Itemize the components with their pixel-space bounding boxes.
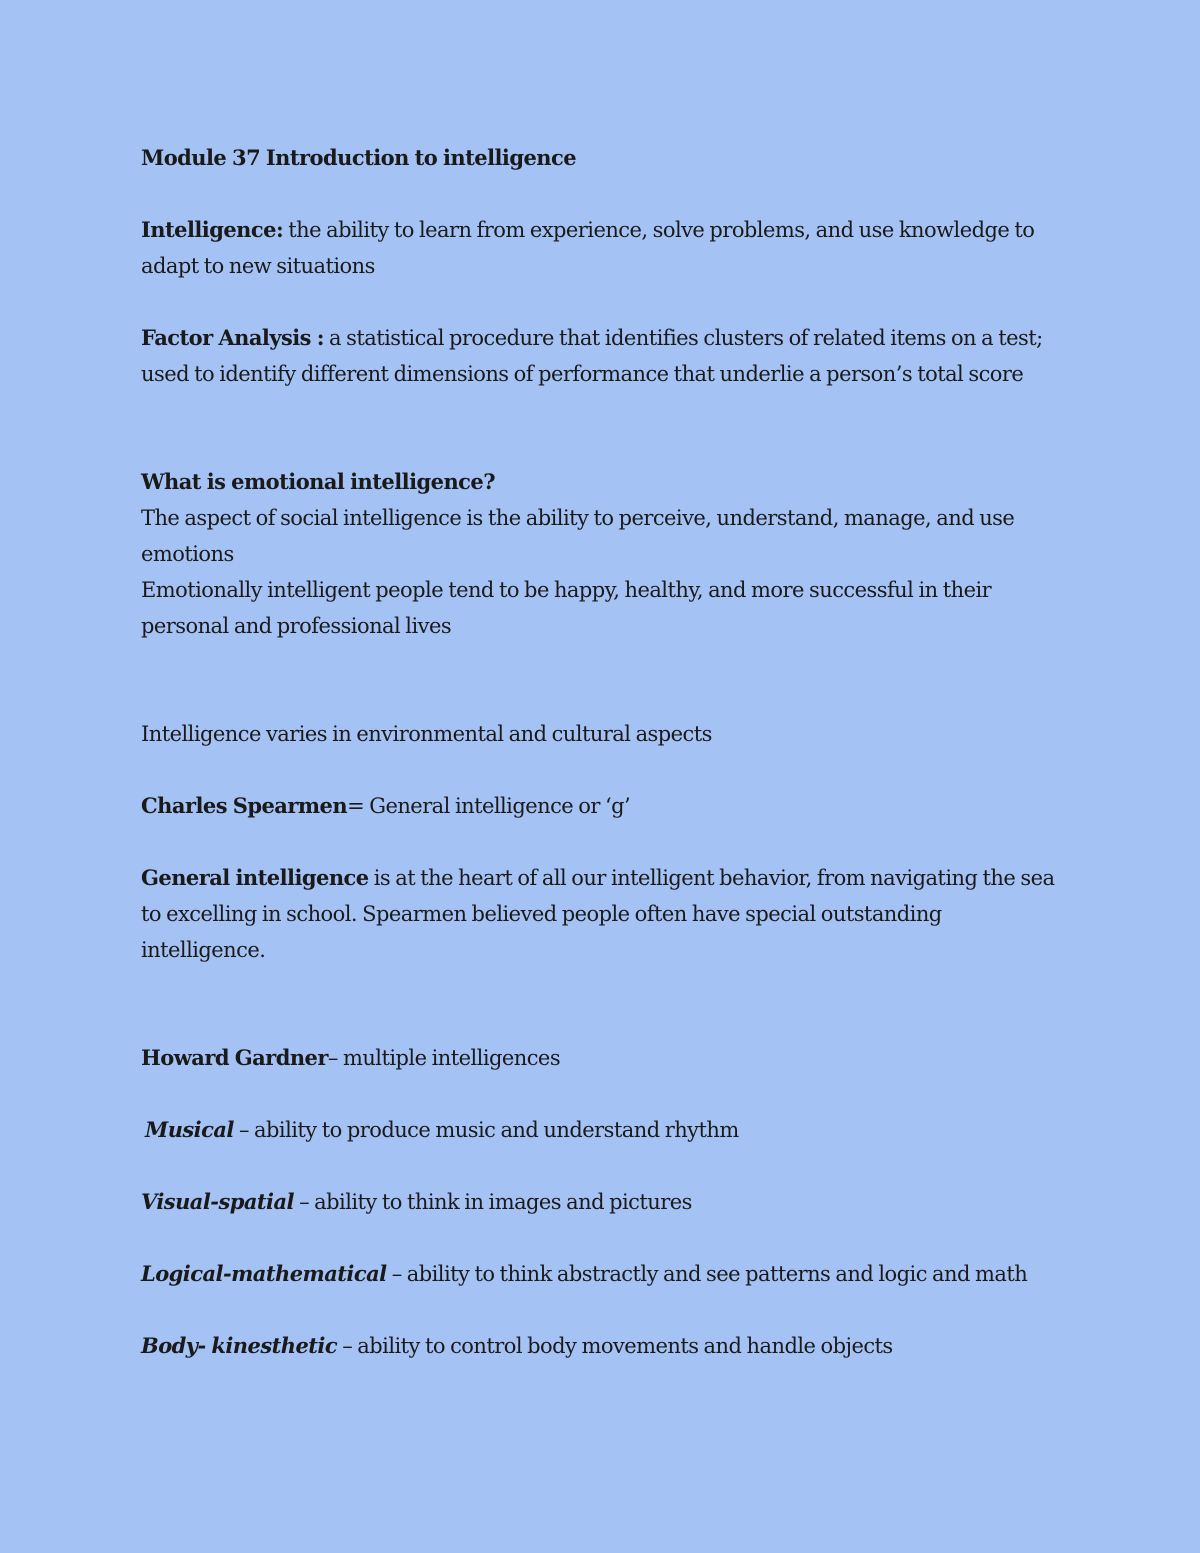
factor-analysis-term: Factor Analysis : xyxy=(141,325,324,350)
intelligence-varies: Intelligence varies in environmental and cultural aspects xyxy=(141,722,712,746)
spacer xyxy=(141,752,1071,788)
gardner-line xyxy=(141,1040,1071,1076)
spacer xyxy=(141,392,1071,464)
spacer xyxy=(141,176,1071,212)
spacer xyxy=(141,968,1071,1040)
intelligence-type-text: – ability to think abstractly and see patterns and logic and math xyxy=(386,1262,1028,1286)
spacer xyxy=(141,824,1071,860)
spearmen-name: Charles Spearmen xyxy=(141,793,348,818)
intelligence-type-text: – ability to produce music and understand rhythm xyxy=(233,1118,739,1142)
general-intelligence-text: is at the heart of all our intelligent behavior, from navigating the sea to excelling in school. Spearmen believed people often have special outstanding intelligence. xyxy=(141,866,1055,962)
intelligence-type-term: Visual-spatial xyxy=(141,1189,294,1214)
intelligence-type-term: Body- kinesthetic xyxy=(141,1333,338,1358)
intelligence-type-musical xyxy=(141,1112,1071,1148)
spacer xyxy=(141,284,1071,320)
intelligence-definition xyxy=(141,212,1071,284)
spearmen-line xyxy=(141,788,1071,824)
emotional-intelligence-line2: Emotionally intelligent people tend to be happy, healthy, and more successful in their personal and professional lives xyxy=(141,578,992,638)
general-intelligence-paragraph xyxy=(141,860,1071,968)
spacer xyxy=(141,1292,1071,1328)
gardner-text: – multiple intelligences xyxy=(327,1046,561,1070)
gardner-name: Howard Gardner xyxy=(141,1045,328,1070)
factor-analysis-definition xyxy=(141,320,1071,392)
intelligence-type-visual-spatial xyxy=(141,1184,1071,1220)
document-body xyxy=(141,140,1071,1364)
intelligence-type-term: Logical-mathematical xyxy=(141,1261,387,1286)
intelligence-text: the ability to learn from experience, solve problems, and use knowledge to adapt to new situations xyxy=(141,218,1035,278)
spacer xyxy=(141,644,1071,716)
intelligence-term: Intelligence: xyxy=(141,217,284,242)
intelligence-type-term: Musical xyxy=(145,1117,234,1142)
spacer xyxy=(141,1148,1071,1184)
emotional-intelligence-line1: The aspect of social intelligence is the ability to perceive, understand, manage, and use emotions xyxy=(141,506,1015,566)
intelligence-type-logical-mathematical xyxy=(141,1256,1071,1292)
intelligence-type-text: – ability to think in images and pictures xyxy=(293,1190,692,1214)
emotional-intelligence-question: What is emotional intelligence? xyxy=(141,469,495,494)
intelligence-type-text: – ability to control body movements and handle objects xyxy=(337,1334,893,1358)
module-heading: Module 37 Introduction to intelligence xyxy=(141,145,577,170)
intelligence-type-body-kinesthetic xyxy=(141,1328,1071,1364)
general-intelligence-term: General intelligence xyxy=(141,865,369,890)
factor-analysis-text: a statistical procedure that identifies clusters of related items on a test; used to identify different dimensions of performance that underlie a person’s total score xyxy=(141,326,1043,386)
spacer xyxy=(141,1076,1071,1112)
spacer xyxy=(141,1220,1071,1256)
spearmen-text: = General intelligence or ‘g’ xyxy=(347,794,631,818)
